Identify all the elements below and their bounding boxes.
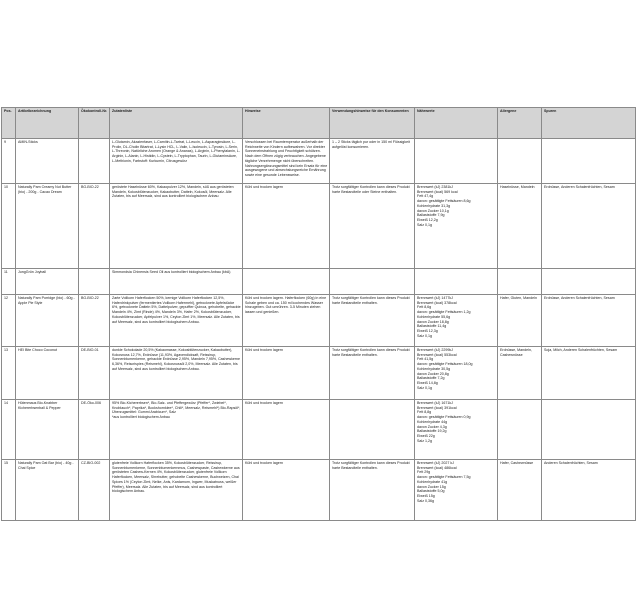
- cell-article-name: Naturally Pam Creamy Nut Butter (bio) - 200g - Cacao Dream: [16, 184, 79, 269]
- cell-nutrition: Brennwert (kJ) 1671kJ Brennwert (kcal) 391kcal Fett 8,8g davon: gesättigte Fettsäuren 0,9g Kohlenhydrate 44g davon Zucker 4,3g Ballaststoffe 19,2g Eiweiß 22g Salz 1,2g: [415, 400, 498, 460]
- cell-pos: 10: [2, 184, 16, 269]
- cell-ingredients: Simmondsia Chinensis Seed Oil aus kontrolliert biologischem Anbau (kbA): [110, 269, 243, 295]
- cell-article-name: Naturally Pam Porridge (bio) - 60g - Apple Pie Style: [16, 295, 79, 347]
- cell-ingredients: dunkle Schokolade 20,5% (Kakaomasse, Kokosblütenzucker, Kakaobutter), Kokosnuss 12,7%, Erdnüsse (11,93%, Agavendicksaft, Reissirup, Sonnenblumenkerne, gehackte Erdnüsse 2,95%, Mandeln 7,95%, Cashewkerne 6,36%, Reiscrispies (Reismehl), Kokosnussöl 2,0%, Meersalz. Alle Zutaten, bis auf Meersalz, sind aus kontrolliert biologischem Anbau.: [110, 347, 243, 400]
- cell-pos: 13: [2, 347, 16, 400]
- table-row: [2, 347, 636, 400]
- cell-usage: Trotz sorgfältiger Kontrollen kann dieses Produkt harte Bestandteile oder Steine enthalten.: [330, 184, 415, 269]
- cell-nutrition: Brennwert (kJ) 2381kJ Brennwert (kcal) 569 kcal Fett 47,4g davon: gesättigte Fettsäuren 8,6g Kohlenhydrate 31,3g davon Zucker 10,1g Ballaststoffe 7,9g Eiweiß 12,2g Salz 0,1g: [415, 184, 498, 269]
- cell-usage: Trotz sorgfältiger Kontrollen kann dieses Produkt harte Bestandteile enthalten.: [330, 460, 415, 521]
- table-body: [2, 139, 636, 521]
- product-spec-table-wrapper: [1, 107, 618, 521]
- header-pos: Pos.: [2, 108, 16, 139]
- header-ingredients: Zutatenliste: [110, 108, 243, 139]
- cell-allergens: Haselnüsse, Mandeln: [498, 184, 542, 269]
- cell-usage: 1 – 2 Sticks täglich pur oder in 150 ml Flüssigkeit aufgelöst konsumieren.: [330, 139, 415, 184]
- cell-article-name: Hütenmaus Bio-Knabber Kichererbsenball & Pepper: [16, 400, 79, 460]
- cell-ingredients: geröstete Haselnüsse 60%, Kakaopulver 12%, Mandeln, süß aus gerösteten Mandeln, Kokosblütenzucker, Kakaobutter, Datteln, Kokosöl, Meersalz. Alle Zutaten, bis auf Meersalz, sind aus kontrolliert biologischem Anbau: [110, 184, 243, 269]
- cell-allergens: [498, 139, 542, 184]
- cell-usage: Trotz sorgfältiger Kontrollen kann dieses Produkt harte Bestandteile enthalten.: [330, 347, 415, 400]
- cell-ingredients: glutenfreie Vollkorn Haferflocken 35%, Kokosblütenzucker, Reissirup, Sonnenblumenkerne, Sonnenblumenkernmus, Cashewpaste, Cashewkerne aus gerösteten Cashew-Kernen 4%, Kokosblütenzucker, glutenfreie Vollkorn Haferflocken, Meersalz, Shrebutter, gehobelte Cashewkerne, Buchweizen, Chai Spices 1% (Ceylon Zimt, Nelke, Anis, Kardamom, Ingwer, Muskatnuss, weißer Pfeffer), Meersalz. Alle Zutaten, bis auf Meersalz, sind aus kontrolliert biologischem Anbau.: [110, 460, 243, 521]
- cell-traces: Erdnüsse, Anderen Schalenfrüchten, Sesam: [542, 184, 636, 269]
- header-eco-control-number: Ökokontroll-Nr.: [79, 108, 110, 139]
- cell-nutrition: [415, 139, 498, 184]
- cell-hints: Kühl und trocken lagern: [243, 400, 330, 460]
- header-traces: Spuren: [542, 108, 636, 139]
- cell-hints: Kühl und trocken lagern: [243, 460, 330, 521]
- cell-pos: 12: [2, 295, 16, 347]
- cell-hints: Verschlossen bei Raumtemperatur außerhalb der Reichweite von Kindern aufbewahren. Vor direkter Sonneneinstrahlung und Feuchtigkeit schützen. Nach dem Öffnen zügig verbrauchen. Angegebene tägliche Verzehrmenge nicht überschreiten. Nahrungsergänzungsmittel sind kein Ersatz für eine ausgewogene und abwechslungsreiche Ernährung sowie eine gesunde Lebensweise.: [243, 139, 330, 184]
- cell-hints: Kühl und trocken lagern. Haferflocken (60g) in eine Schale geben und ca. 150 ml kochendes Wasser hinzugeben. Gut umrühren. 3-5 Minuten ziehen lassen und genießen.: [243, 295, 330, 347]
- table-row: [2, 269, 636, 295]
- header-nutrition: Nährwerte: [415, 108, 498, 139]
- header-usage: Verwendungshinweise für den Konsumenten: [330, 108, 415, 139]
- cell-eco-control-number: BG-BIO-22: [79, 184, 110, 269]
- cell-eco-control-number: BG-BIO-22: [79, 295, 110, 347]
- cell-article-name: Naturally Pam Oat Bar (bio) - 40g - Chai Spice: [16, 460, 79, 521]
- cell-eco-control-number: CZ-BIO-002: [79, 460, 110, 521]
- cell-ingredients: 95% Bio-Kichererbsen*, Bio-Salz- und Pfeffergewürz (Pfeffer*, Zwiebel*, Knoblauch*, Paprika*, Bockshornklee*, Chili*, Meersalz, Reismehl*) Bio-Rapsöl*, Überzugsmittel: Gummi Arabicum*, Salz *aus kontrolliert biologischem Anbau: [110, 400, 243, 460]
- cell-nutrition: Brennwert (kJ) 1477kJ Brennwert (kcal) 378kcal Fett 8,6g davon: gesättigte Fettsäuren 1,2g Kohlenhydrate 55,6g davon Zucker 18,8g Ballaststoffe 11,4g Eiweiß 12,3g Salz 0,1g: [415, 295, 498, 347]
- product-spec-table: [1, 107, 636, 521]
- cell-traces: Anderen Schalenfrüchten, Sesam: [542, 460, 636, 521]
- header-allergens: Allergene: [498, 108, 542, 139]
- cell-traces: Erdnüsse, Anderen Schalenfrüchten, Sesam: [542, 295, 636, 347]
- cell-eco-control-number: DE-Öko-006: [79, 400, 110, 460]
- cell-allergens: [498, 269, 542, 295]
- header-hints: Hinweise: [243, 108, 330, 139]
- cell-nutrition: Brennwert (kJ) 2027 kJ Brennwert (kcal) 486kcal Fett 29g davon: gesättigte Fettsäuren 7,5g Kohlenhydrate 41g davon Zucker 15g Ballaststoffe 5,0g Eiweiß 15g Salz 0,36g: [415, 460, 498, 521]
- cell-traces: [542, 269, 636, 295]
- cell-article-name: AMIN-Sticks: [16, 139, 79, 184]
- cell-allergens: [498, 400, 542, 460]
- cell-usage: [330, 400, 415, 460]
- cell-eco-control-number: [79, 269, 110, 295]
- cell-usage: Trotz sorgfältiger Kontrollen kann dieses Produkt harte Bestandteile enthalten.: [330, 295, 415, 347]
- cell-traces: [542, 139, 636, 184]
- cell-article-name: JungGrün Joyball: [16, 269, 79, 295]
- cell-eco-control-number: DE-BIO-01: [79, 347, 110, 400]
- cell-traces: Soja, Milch, Anderen Schalenfrüchten, Sesam: [542, 347, 636, 400]
- cell-pos: 15: [2, 460, 16, 521]
- table-header-row: [2, 108, 636, 139]
- cell-pos: 14: [2, 400, 16, 460]
- cell-nutrition: Brennwert (kJ) 2299kJ Brennwert (kcal) 553kcal Fett 41,5g davon: gesättigte Fettsäuren 18,0g Kohlenhydrate 30,5g davon Zucker 20,8g Ballaststoffe 7,2g Eiweiß 14,8g Salz 0,1g: [415, 347, 498, 400]
- table-row: [2, 460, 636, 521]
- table-row: [2, 295, 636, 347]
- cell-hints: [243, 269, 330, 295]
- cell-hints: Kühl und trocken lagern: [243, 347, 330, 400]
- table-row: [2, 139, 636, 184]
- table-row: [2, 400, 636, 460]
- cell-hints: Kühl und trocken lagern: [243, 184, 330, 269]
- cell-allergens: Hafer, Gluten, Mandeln: [498, 295, 542, 347]
- cell-allergens: Erdnüsse, Mandeln, Cashewnüsse: [498, 347, 542, 400]
- cell-nutrition: [415, 269, 498, 295]
- cell-usage: [330, 269, 415, 295]
- cell-traces: [542, 400, 636, 460]
- cell-allergens: Hafer, Cashewnüsse: [498, 460, 542, 521]
- cell-article-name: HEI Bite Choco Coconut: [16, 347, 79, 400]
- cell-pos: 9: [2, 139, 16, 184]
- cell-ingredients: Zarte Vollkorn Haferflocken 50%, kernige Vollkorn Haferflocken 12,5%, Haferdrinkpulver (fermentiertes Vollkorn Hafermehl), getrocknete Apfelstücke 6%, getrocknete Datteln 5%, Dattelpulver, gepuffter Quinoa, gehobelte, gehackte Mandeln 4%, Zimt (Rinde) 4%, Mandeln 3%, Hafer 2%, Kokosblütenzucker, Kokosblütenzucker, Apfelpulver 1%, Ceylon Zimt 1%, Meersalz. Alle Zutaten, bis auf Meersalz, sind aus kontrolliert biologischem Anbau.: [110, 295, 243, 347]
- cell-eco-control-number: [79, 139, 110, 184]
- table-row: [2, 184, 636, 269]
- cell-pos: 11: [2, 269, 16, 295]
- cell-ingredients: L-Glutamin, Akazienfaser, L-Carnitin-L-Tartrat, L-Leucin, L-Asparaginsäure, L-Prolin, DL-Cholin Bitartrat, L-Lysin HCL, L-Valin, L-Isoleucin, L-Tyrosin, L-Serin, L-Threonin, Natürliche Aromen (Orange & Ananas), L-Arginin, L-Phenylalanin, L-Arginin, L-Alanin, L-Histidin, L-Cystein, L-Tryptophan, Taurin, L-Glutaminsäure, L-Methionin, Farbstoff: Kurkumin, Citrusgewürz: [110, 139, 243, 184]
- header-article-name: Artikelbezeichnung: [16, 108, 79, 139]
